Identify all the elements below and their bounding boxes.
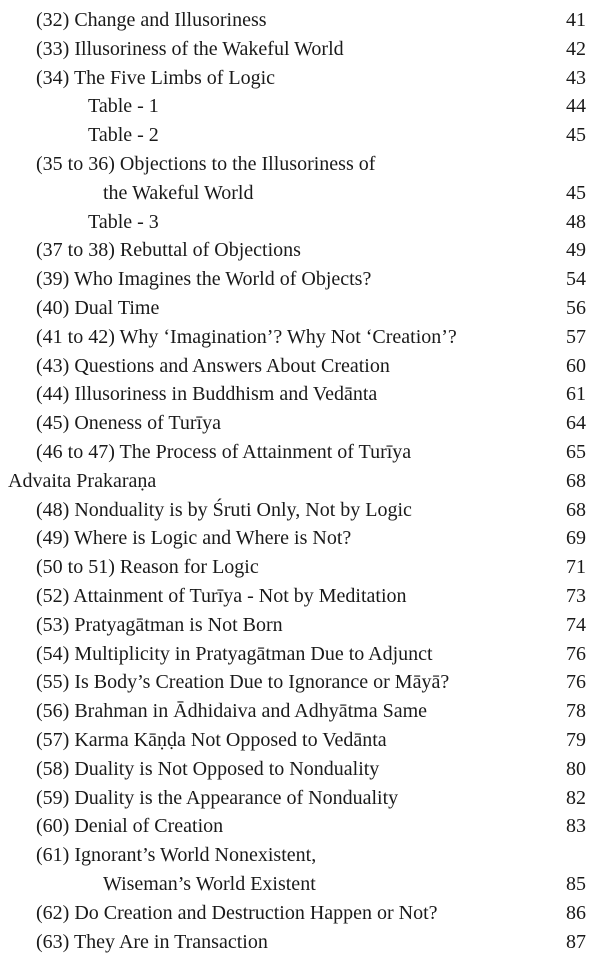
toc-entry-page: 48 <box>566 210 586 233</box>
toc-entry <box>0 582 600 611</box>
toc-entry <box>0 265 600 294</box>
toc-entry-page: 61 <box>566 383 586 406</box>
toc-entry-title: (43) Questions and Answers About Creation <box>36 354 390 377</box>
toc-entry <box>0 179 600 208</box>
toc-entry <box>0 121 600 150</box>
toc-entry-page: 78 <box>566 700 586 723</box>
toc-entry-page: 68 <box>566 498 586 521</box>
toc-entry-page: 41 <box>566 9 586 31</box>
toc-entry-title: Table - 1 <box>88 95 159 118</box>
toc-entry-page: 60 <box>566 354 586 377</box>
toc-entry-title: (35 to 36) Objections to the Illusoriness of <box>36 152 376 175</box>
toc-entry-title: (49) Where is Logic and Where is Not? <box>36 527 352 550</box>
toc-entry <box>0 92 600 121</box>
toc-entry-page: 54 <box>566 268 586 291</box>
toc-entry-page: 69 <box>566 527 586 550</box>
toc-entry <box>0 496 600 525</box>
toc-entry <box>0 841 600 870</box>
toc-entry-title: (34) The Five Limbs of Logic <box>36 66 276 89</box>
toc-entry <box>0 35 600 64</box>
toc-entry-title: (61) Ignorant’s World Nonexistent, <box>36 844 317 867</box>
toc-entry <box>0 467 600 496</box>
toc-entry-title: (58) Duality is Not Opposed to Nonduality <box>36 757 380 780</box>
toc-entry-title: (45) Oneness of Turīya <box>36 412 221 435</box>
toc-entry-title: (39) Who Imagines the World of Objects? <box>36 268 372 291</box>
toc-entry-page: 80 <box>566 757 586 780</box>
toc-entry-page: 82 <box>566 786 586 809</box>
toc-entry-title: (60) Denial of Creation <box>36 815 224 838</box>
toc-entry <box>0 64 600 93</box>
toc-entry <box>0 640 600 669</box>
toc-entry <box>0 755 600 784</box>
toc-entry <box>0 352 600 381</box>
toc-entry-page: 73 <box>566 584 586 607</box>
toc-entry-page: 45 <box>566 124 586 147</box>
toc-entry <box>0 409 600 438</box>
toc-entry-page: 76 <box>566 671 586 694</box>
toc-entry-page: 71 <box>566 556 586 579</box>
toc-entry-title: (44) Illusoriness in Buddhism and Vedānta <box>36 383 378 406</box>
toc-entry <box>0 438 600 467</box>
toc-entry-title: Table - 2 <box>88 124 159 147</box>
toc-entry-title: (54) Multiplicity in Pratyagātman Due to Adjunct <box>36 642 433 665</box>
toc-entry-title: (57) Karma Kāṇḍa Not Opposed to Vedānta <box>36 728 387 751</box>
toc-entry-title: Table - 3 <box>88 210 159 233</box>
toc-entry-page: 87 <box>566 930 586 953</box>
toc-entry-title: the Wakeful World <box>103 181 254 204</box>
toc-entry <box>0 784 600 813</box>
toc-entry <box>0 812 600 841</box>
toc-entry-page: 68 <box>566 469 586 492</box>
toc-entry-title: (41 to 42) Why ‘Imagination’? Why Not ‘Creation’? <box>36 325 457 348</box>
toc-entry-page: 57 <box>566 325 586 348</box>
toc-entry <box>0 236 600 265</box>
toc-entry-title: (46 to 47) The Process of Attainment of Turīya <box>36 440 412 463</box>
toc-entry-title: (40) Dual Time <box>36 296 160 319</box>
toc-entry <box>0 6 600 35</box>
toc-entry <box>0 870 600 899</box>
toc-entry-title: Wiseman’s World Existent <box>103 872 316 895</box>
toc-entry-page: 44 <box>566 95 586 118</box>
toc-entry-title: (63) They Are in Transaction <box>36 930 268 953</box>
toc-entry <box>0 697 600 726</box>
toc-entry <box>0 208 600 237</box>
toc-entry <box>0 899 600 928</box>
toc-entry-title: (62) Do Creation and Destruction Happen or Not? <box>36 901 438 924</box>
toc-entry-page: 43 <box>566 66 586 89</box>
toc-entry-title: (55) Is Body’s Creation Due to Ignorance or Māyā? <box>36 671 450 694</box>
toc-entry <box>0 611 600 640</box>
toc-entry-page: 64 <box>566 412 586 435</box>
toc-entry-page: 65 <box>566 440 586 463</box>
toc-entry <box>0 553 600 582</box>
toc-entry <box>0 928 600 957</box>
toc-entry-title: (53) Pratyagātman is Not Born <box>36 613 283 636</box>
toc-entry-page: 79 <box>566 728 586 751</box>
toc-entry-page: 76 <box>566 642 586 665</box>
toc-entry-title: Advaita Prakaraṇa <box>8 469 157 492</box>
toc-entry-title: (50 to 51) Reason for Logic <box>36 556 259 579</box>
toc-entry-title: (56) Brahman in Ādhidaiva and Adhyātma Same <box>36 700 428 723</box>
toc-entry-page: 49 <box>566 239 586 262</box>
toc-entry-page: 85 <box>566 872 586 895</box>
toc-entry <box>0 294 600 323</box>
toc-entry-page: 45 <box>566 181 586 204</box>
toc-entry-title: (32) Change and Illusoriness <box>36 9 267 31</box>
toc-entry-page: 74 <box>566 613 586 636</box>
toc-entry <box>0 668 600 697</box>
toc-entry-title: (37 to 38) Rebuttal of Objections <box>36 239 301 262</box>
toc-entry-title: (33) Illusoriness of the Wakeful World <box>36 37 344 60</box>
toc-entry <box>0 380 600 409</box>
toc-entry <box>0 323 600 352</box>
toc-entry <box>0 150 600 179</box>
toc-entry-page: 42 <box>566 37 586 60</box>
toc-entry-page: 83 <box>566 815 586 838</box>
toc-entry-page: 86 <box>566 901 586 924</box>
toc-entry-page: 56 <box>566 296 586 319</box>
toc-entry <box>0 726 600 755</box>
toc-entry <box>0 524 600 553</box>
toc-entry-title: (52) Attainment of Turīya - Not by Meditation <box>36 584 407 607</box>
toc-entry-title: (48) Nonduality is by Śruti Only, Not by Logic <box>36 498 412 521</box>
table-of-contents <box>0 6 600 956</box>
toc-entry-title: (59) Duality is the Appearance of Nonduality <box>36 786 399 809</box>
